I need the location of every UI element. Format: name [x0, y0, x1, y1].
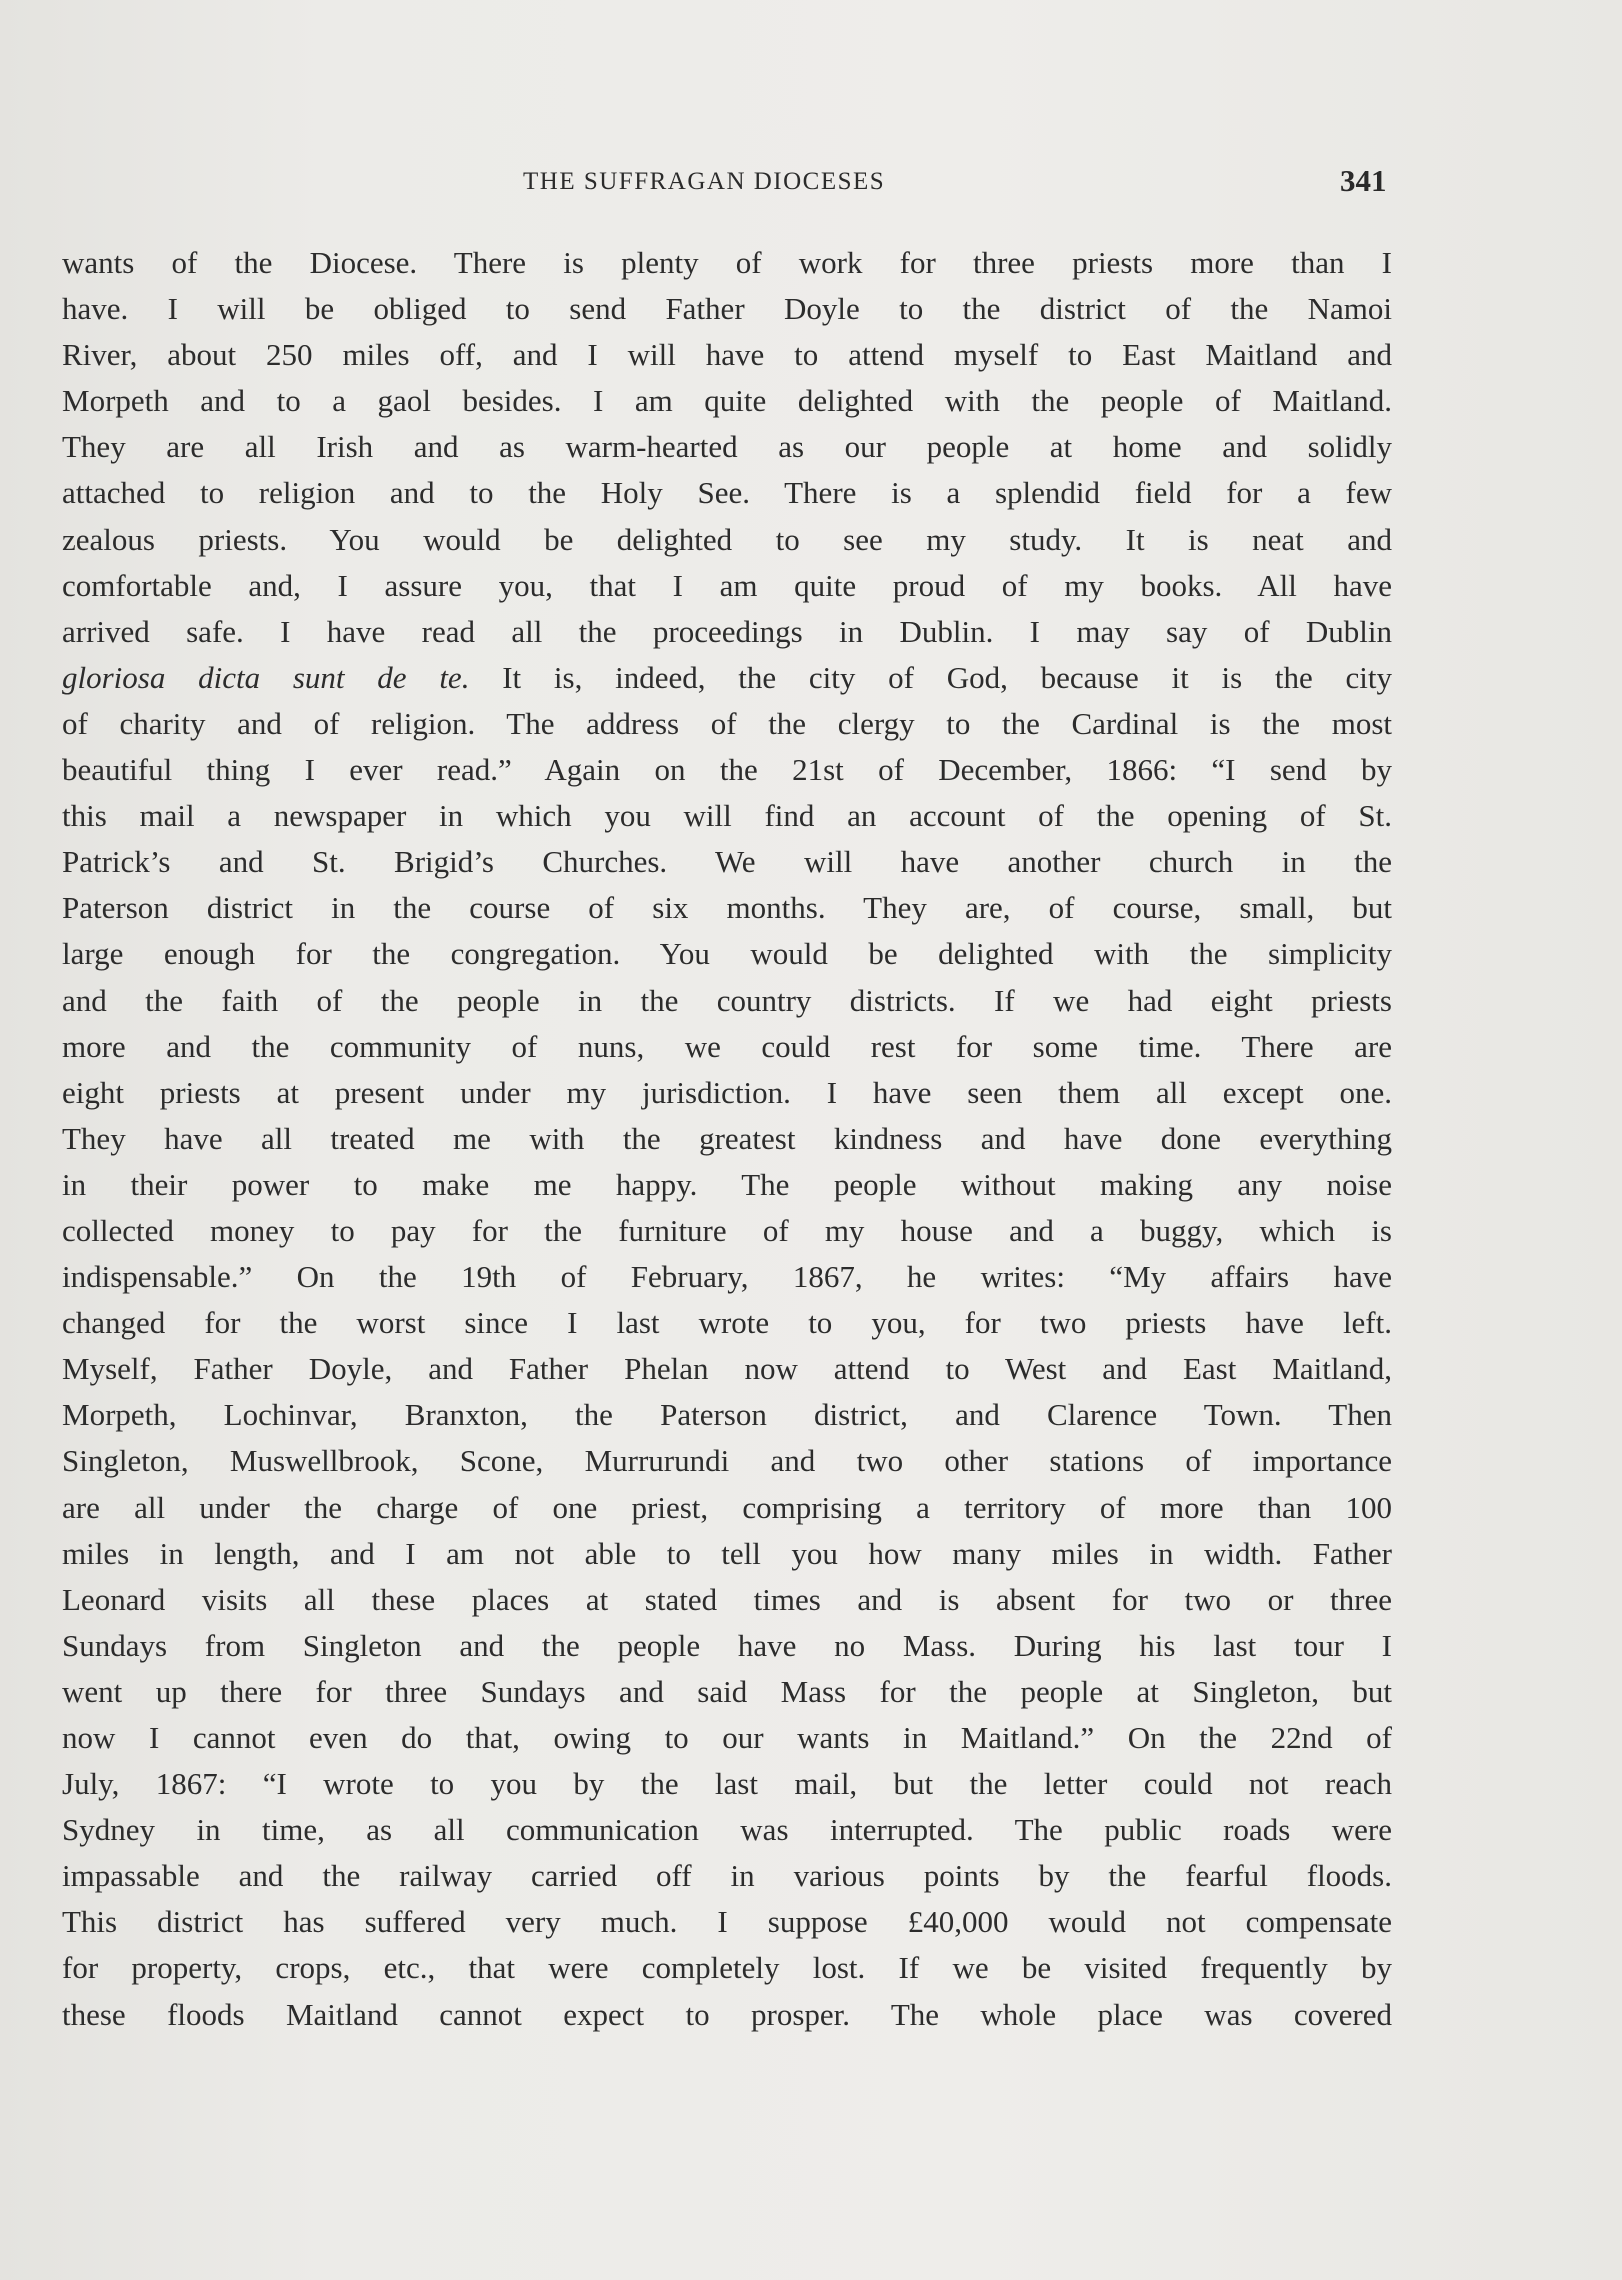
text-line: Sundays from Singleton and the people have no Mass. During his last tour I	[62, 1627, 1392, 1663]
text-line: indispensable.” On the 19th of February, 1867, he writes: “My affairs have	[62, 1259, 1392, 1295]
latin-phrase: gloriosa dicta sunt de te.	[62, 659, 470, 695]
text-line: impassable and the railway carried off in various points by the fearful floods.	[62, 1858, 1392, 1894]
text-line: comfortable and, I assure you, that I am quite proud of my books. All have	[62, 567, 1392, 603]
text-line: Paterson district in the course of six months. They are, of course, small, but	[62, 890, 1392, 926]
text-line: Morpeth and to a gaol besides. I am quite delighted with the people of Maitland.	[62, 383, 1392, 419]
text-line: Patrick’s and St. Brigid’s Churches. We will have another church in the	[62, 844, 1392, 880]
text-line: went up there for three Sundays and said Mass for the people at Singleton, but	[62, 1673, 1392, 1709]
text-line: miles in length, and I am not able to tell you how many miles in width. Father	[62, 1535, 1392, 1571]
text-line: Singleton, Muswellbrook, Scone, Murrurundi and two other stations of importance	[62, 1443, 1392, 1479]
text-line-rest: It is, indeed, the city of God, because it is the city	[502, 659, 1392, 695]
text-line: are all under the charge of one priest, comprising a territory of more than 100	[62, 1489, 1392, 1525]
text-line: more and the community of nuns, we could rest for some time. There are	[62, 1028, 1392, 1064]
text-line: of charity and of religion. The address of the clergy to the Cardinal is the most	[62, 705, 1392, 741]
text-line: Sydney in time, as all communication was interrupted. The public roads were	[62, 1812, 1392, 1848]
text-line: wants of the Diocese. There is plenty of work for three priests more than I	[62, 245, 1392, 280]
text-line: Morpeth, Lochinvar, Branxton, the Paterson district, and Clarence Town. Then	[62, 1397, 1392, 1433]
body-text	[62, 240, 1392, 2038]
text-line: changed for the worst since I last wrote to you, for two priests have left.	[62, 1305, 1392, 1341]
text-line: and the faith of the people in the country districts. If we had eight priests	[62, 982, 1392, 1018]
text-line: July, 1867: “I wrote to you by the last mail, but the letter could not reach	[62, 1766, 1392, 1802]
text-line: attached to religion and to the Holy See. There is a splendid field for a few	[62, 475, 1392, 511]
running-head-title: THE SUFFRAGAN DIOCESES	[523, 168, 886, 195]
text-line: They are all Irish and as warm-hearted as our people at home and solidly	[62, 429, 1392, 465]
text-line: zealous priests. You would be delighted to see my study. It is neat and	[62, 521, 1392, 557]
text-line: large enough for the congregation. You would be delighted with the simplicity	[62, 936, 1392, 972]
text-line: eight priests at present under my jurisdiction. I have seen them all except one.	[62, 1074, 1392, 1110]
text-line: this mail a newspaper in which you will find an account of the opening of St.	[62, 798, 1392, 834]
text-line: collected money to pay for the furniture of my house and a buggy, which is	[62, 1212, 1392, 1248]
text-line: They have all treated me with the greatest kindness and have done everything	[62, 1120, 1392, 1156]
text-line-with-latin	[62, 655, 1392, 701]
text-line: for property, crops, etc., that were completely lost. If we be visited frequently by	[62, 1950, 1392, 1986]
text-line: these floods Maitland cannot expect to prosper. The whole place was covered	[62, 1996, 1392, 2032]
text-line: in their power to make me happy. The people without making any noise	[62, 1166, 1392, 1202]
text-line: Leonard visits all these places at stated times and is absent for two or three	[62, 1581, 1392, 1617]
text-line: have. I will be obliged to send Father Doyle to the district of the Namoi	[62, 291, 1392, 327]
text-line: beautiful thing I ever read.” Again on the 21st of December, 1866: “I send by	[62, 752, 1392, 788]
text-line: now I cannot even do that, owing to our wants in Maitland.” On the 22nd of	[62, 1720, 1392, 1755]
page-number: 341	[1340, 163, 1387, 198]
text-line: This district has suffered very much. I suppose £40,000 would not compensate	[62, 1904, 1392, 1940]
text-line: arrived safe. I have read all the proceedings in Dublin. I may say of Dublin	[62, 613, 1392, 649]
text-line: River, about 250 miles off, and I will have to attend myself to East Maitland and	[62, 337, 1392, 373]
text-line: Myself, Father Doyle, and Father Phelan now attend to West and East Maitland,	[62, 1351, 1392, 1387]
